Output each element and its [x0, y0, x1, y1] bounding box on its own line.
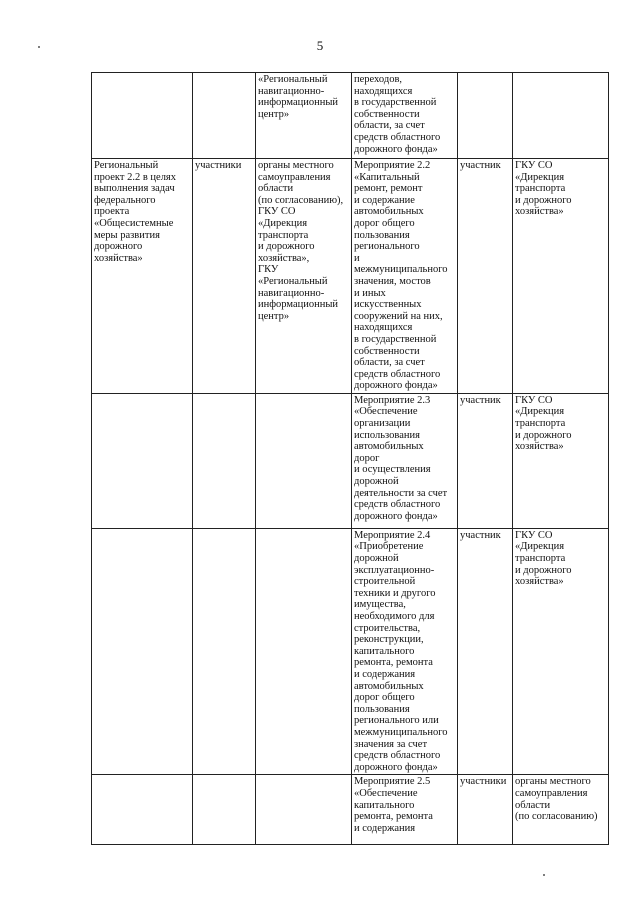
- role-cell: [193, 775, 256, 845]
- project-cell: [92, 528, 193, 774]
- table-row: [92, 775, 609, 845]
- activity-cell: Мероприятие 2.2 «Капитальный ремонт, ремонт и содержание автомобильных дорог общего пользования регионального и межмуниципального значения, мостов и иных искусственных сооружений на них, находящихся в государственной собственности области, за счет средств областного дорожного фонда»: [352, 159, 458, 394]
- project-cell: [92, 775, 193, 845]
- participant-role-cell: [458, 73, 513, 159]
- participant-cell: ГКУ СО «Дирекция транспорта и дорожного хозяйства»: [513, 528, 609, 774]
- role-cell: [193, 528, 256, 774]
- executor-cell: [256, 775, 352, 845]
- executor-cell: «Региональный навигационно- информационный центр»: [256, 73, 352, 159]
- scan-speck: [543, 874, 545, 876]
- activity-cell: Мероприятие 2.5 «Обеспечение капитального ремонта, ремонта и содержания: [352, 775, 458, 845]
- role-cell: [193, 73, 256, 159]
- participant-role-cell: участники: [458, 775, 513, 845]
- activity-cell: переходов, находящихся в государственной собственности области, за счет средств областного дорожного фонда»: [352, 73, 458, 159]
- table-row: [92, 528, 609, 774]
- role-cell: [193, 393, 256, 528]
- participant-cell: [513, 73, 609, 159]
- participant-cell: органы местного самоуправления области (по согласованию): [513, 775, 609, 845]
- participant-cell: ГКУ СО «Дирекция транспорта и дорожного хозяйства»: [513, 159, 609, 394]
- executor-cell: [256, 393, 352, 528]
- role-cell: участники: [193, 159, 256, 394]
- table-row: [92, 159, 609, 394]
- participant-role-cell: участник: [458, 393, 513, 528]
- page-number: 5: [316, 38, 324, 53]
- executor-cell: органы местного самоуправления области (по согласованию), ГКУ СО «Дирекция транспорта и дорожного хозяйства», ГКУ «Региональный навигационно- информационный центр»: [256, 159, 352, 394]
- participant-role-cell: участник: [458, 159, 513, 394]
- table-row: [92, 393, 609, 528]
- activity-cell: Мероприятие 2.3 «Обеспечение организации использования автомобильных дорог и осуществления дорожной деятельности за счет средств областного дорожного фонда»: [352, 393, 458, 528]
- project-cell: [92, 73, 193, 159]
- participant-role-cell: участник: [458, 528, 513, 774]
- scan-speck: [38, 46, 40, 48]
- activities-table: [91, 72, 609, 845]
- activity-cell: Мероприятие 2.4 «Приобретение дорожной эксплуатационно- строительной техники и другого имущества, необходимого для строительства, реконструкции, капитального ремонта, ремонта и содержания автомобильных дорог общего пользования регионального или межмуниципального значения за счет средств областного дорожного фонда»: [352, 528, 458, 774]
- executor-cell: [256, 528, 352, 774]
- project-cell: [92, 393, 193, 528]
- project-cell: Региональный проект 2.2 в целях выполнения задач федерального проекта «Общесистемные меры развития дорожного хозяйства»: [92, 159, 193, 394]
- table-row: [92, 73, 609, 159]
- participant-cell: ГКУ СО «Дирекция транспорта и дорожного хозяйства»: [513, 393, 609, 528]
